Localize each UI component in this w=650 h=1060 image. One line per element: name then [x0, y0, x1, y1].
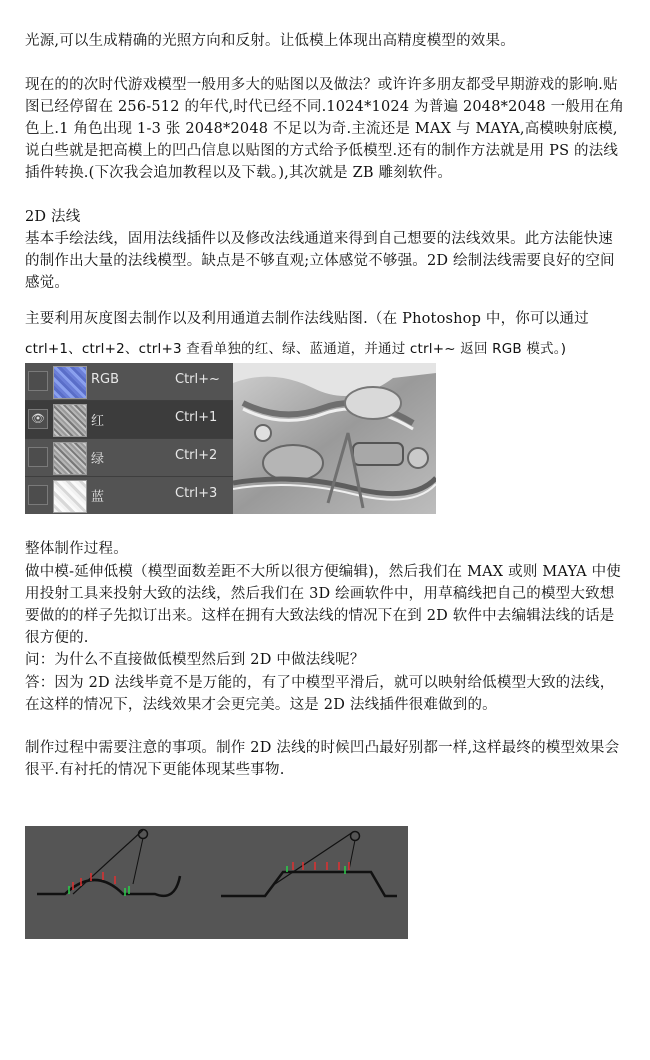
grayscale-normal-map-image: [233, 363, 436, 514]
process-paragraph: 做中模-延伸低模（模型面数差距不大所以很方便编辑)，然后我们在 MAX 或则 MAYA 中使用投射工具来投射大致的法线，然后我们在 3D 绘画软件中，用草稿线把自己的模型大致想要做的的样子先拟订出来。这样在拥有大致法线的情况下在到 2D 软件中去编辑法线的话是很方便的.: [25, 564, 621, 646]
eye-icon: 👁: [28, 409, 48, 429]
channel-row-green: [25, 439, 233, 477]
red-channel-thumbnail: [53, 404, 87, 437]
channel-row-red: [25, 401, 233, 439]
channel-shortcut: Ctrl+1: [175, 410, 218, 425]
green-channel-thumbnail: [53, 442, 87, 475]
texture-size-paragraph: 现在的的次时代游戏模型一般用多大的贴图以及做法？或许许多朋友都受早期游戏的影响.贴图已经停留在 256-512 的年代,时代已经不同.1024*1024 为普遍 2048*2048 一般用在角色上.1 角色出现 1-3 张 2048*2048 不足以为奇.主流还是 MAX 与 MAYA,高模映射底模,说白些就是把高模上的凹凸信息以贴图的方式给予低模型.还有的制作方法就是用 PS 的法线插件转换.(下次我会追加教程以及下载。),其次就是 ZB 雕刻软件。: [25, 77, 625, 181]
channels-intro-line-2: ctrl+1、ctrl+2、ctrl+3 查看单独的红、绿、蓝通道，并通过 ctrl+~ 返回 RGB 模式。): [25, 341, 567, 357]
channel-row-rgb: [25, 363, 233, 401]
blue-channel-thumbnail: [53, 480, 87, 513]
channel-name: 蓝: [91, 490, 105, 505]
section-heading-process: 整体制作过程。: [25, 541, 128, 557]
channel-shortcut: Ctrl+2: [175, 448, 218, 463]
channel-shortcut: Ctrl+~: [175, 372, 220, 387]
rgb-thumbnail: [53, 366, 87, 399]
question-line: 问：为什么不直接做低模型然后到 2D 中做法线呢？: [25, 652, 365, 668]
notes-paragraph: 制作过程中需要注意的事项。制作 2D 法线的时候凹凸最好别都一样,这样最终的模型效果会很平.有衬托的情况下更能体现某些事物.: [25, 740, 620, 778]
section-heading-2d-normals: 2D 法线: [25, 209, 81, 225]
channel-name: 红: [91, 414, 105, 429]
intro-paragraph: 光源,可以生成精确的光照方向和反射。让低模上体现出高精度模型的效果。: [25, 33, 515, 49]
channel-row-blue: [25, 477, 233, 514]
hand-drawn-normals-paragraph: 基本手绘法线，固用法线插件以及修改法线通道来得到自己想要的法线效果。此方法能快速的制作出大量的法线模型。缺点是不够直观;立体感觉不够强。2D 绘制法线需要良好的空间感觉。: [25, 231, 615, 291]
visibility-toggle-empty: [28, 485, 48, 505]
channels-panel-screenshot: [25, 363, 233, 514]
normal-sculpt-diagram: [25, 826, 408, 939]
visibility-toggle-empty: [28, 447, 48, 467]
channels-intro-line-1: 主要利用灰度图去制作以及利用通道去制作法线贴图.（在 Photoshop 中，你可以通过: [25, 311, 589, 327]
visibility-toggle-empty: [28, 371, 48, 391]
channel-name: 绿: [91, 452, 105, 467]
answer-paragraph: 答：因为 2D 法线毕竟不是万能的，有了中模型平滑后，就可以映射给低模型大致的法线，在这样的情况下，法线效果才会更完美。这是 2D 法线插件很难做到的。: [25, 675, 615, 713]
channel-shortcut: Ctrl+3: [175, 486, 218, 501]
channel-name: RGB: [91, 372, 120, 387]
